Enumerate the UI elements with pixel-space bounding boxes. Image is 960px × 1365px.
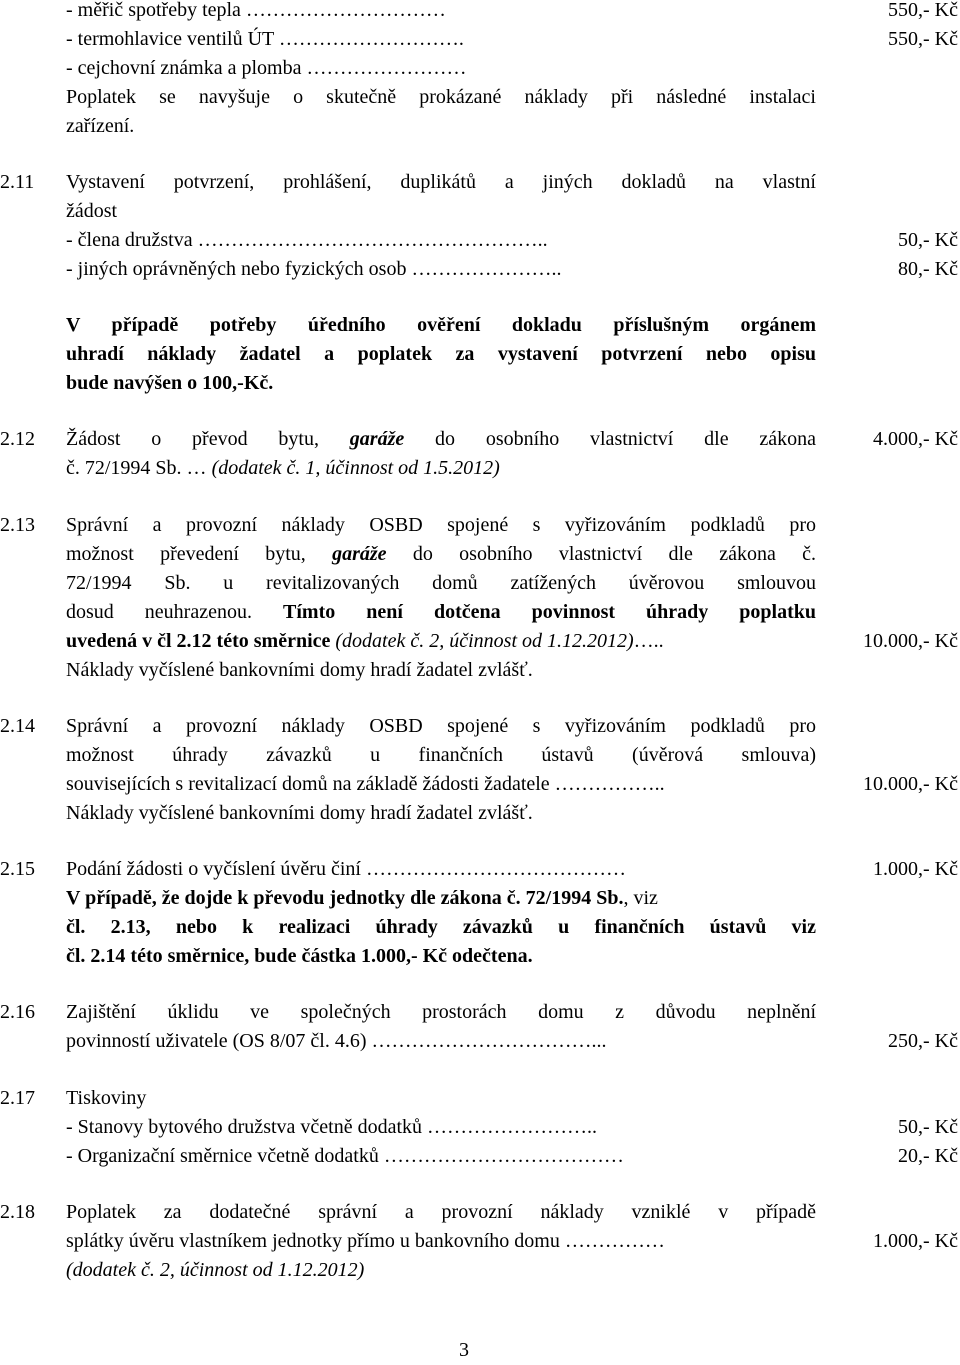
s2-13-dodatek: (dodatek č. 2, účinnost od 1.12.2012) [335,630,634,652]
s2-17-item-1: - Stanovy bytového družstva včetně dodatků …………………….. [66,1116,598,1138]
s2-15-line-2a: V případě, že dojde k převodu jednotky dle zákona č. 72/1994 Sb. [66,887,624,909]
s2-18-amount: 1.000,- Kč [873,1230,958,1252]
section-number-2-17: 2.17 [0,1087,35,1109]
section-number-2-18: 2.18 [0,1201,35,1223]
s2-16-amount: 250,- Kč [888,1030,958,1052]
s2-17-amount-1: 50,- Kč [898,1116,958,1138]
s2-13-line-4a: dosud neuhrazenou. [66,601,252,623]
s2-11-note-1: V případě potřeby úředního ověření dokladu příslušným orgánem [66,314,816,336]
section-number-2-13: 2.13 [0,514,35,536]
s2-15-amount: 1.000,- Kč [873,858,958,880]
s2-16-line-1: Zajištění úklidu ve společných prostorách domu z důvodu neplnění [66,1001,816,1023]
section-number-2-14: 2.14 [0,715,35,737]
s2-15-line-2 [66,884,658,913]
s2-14-line-1: Správní a provozní náklady OSBD spojené s vyřizováním podkladů pro [66,715,816,737]
top-item-4: Poplatek se navyšuje o skutečně prokázané náklady při následné instalaci [66,86,816,108]
page-number: 3 [459,1339,469,1361]
section-number-2-11: 2.11 [0,171,35,193]
s2-11-note-2: uhradí náklady žadatel a poplatek za vystavení potvrzení nebo opisu [66,343,816,365]
s2-11-line-1: Vystavení potvrzení, prohlášení, duplikátů a jiných dokladů na vlastní [66,171,816,193]
s2-13-line-4 [66,598,816,627]
s2-18-line-2: splátky úvěru vlastníkem jednotky přímo u bankovního domu …………… [66,1230,665,1252]
s2-13-line-2 [66,540,816,569]
s2-14-line-4: Náklady vyčíslené bankovními domy hradí žadatel zvlášť. [66,802,533,824]
top-amount-1: 550,- Kč [888,0,958,21]
s2-14-line-3: souvisejících s revitalizací domů na základě žádosti žadatele …………….. [66,773,665,795]
s2-14-amount: 10.000,- Kč [863,773,958,795]
s2-11-note-3: bude navýšen o 100,-Kč. [66,372,274,394]
s2-13-line-5c: ….. [633,630,664,652]
s2-18-dodatek: (dodatek č. 2, účinnost od 1.12.2012) [66,1259,365,1281]
s2-12-amount: 4.000,- Kč [873,428,958,450]
top-item-1: - měřič spotřeby tepla ………………………… [66,0,446,21]
s2-13-amount: 10.000,- Kč [863,630,958,652]
s2-11-line-2: žádost [66,200,118,222]
section-number-2-16: 2.16 [0,1001,35,1023]
s2-14-line-2: možnost úhrady závazků u finančních ústavů (úvěrová smlouva) [66,744,816,766]
s2-15-line-1: Podání žádosti o vyčíslení úvěru činí ………………………………… [66,858,626,880]
s2-12-line-1 [66,425,816,454]
s2-15-line-4: čl. 2.14 této směrnice, bude částka 1.000,- Kč odečtena. [66,945,533,967]
s2-13-line-2a: možnost převedení bytu, [66,543,306,565]
section-number-2-15: 2.15 [0,858,35,880]
s2-15-line-3: čl. 2.13, nebo k realizaci úhrady závazků u finančních ústavů viz [66,916,816,938]
s2-18-line-1: Poplatek za dodatečné správní a provozní náklady vzniklé v případě [66,1201,816,1223]
s2-13-line-5a: uvedená v čl 2.12 této směrnice [66,630,331,652]
s2-13-line-1: Správní a provozní náklady OSBD spojené s vyřizováním podkladů pro [66,514,816,536]
s2-11-amount-1: 50,- Kč [898,229,958,251]
s2-12-line-2 [66,454,500,483]
top-item-3: - cejchovní známka a plomba …………………… [66,57,467,79]
s2-12-garaze: garáže [349,428,405,450]
s2-12-dodatek: (dodatek č. 1, účinnost od 1.5.2012) [211,457,500,479]
s2-13-garaze: garáže [332,543,387,565]
s2-13-line-6: Náklady vyčíslené bankovními domy hradí žadatel zvlášť. [66,659,533,681]
s2-11-item-1: - člena družstva …………………………………………….. [66,229,548,251]
s2-13-line-2c: do osobního vlastnictví dle zákona č. [412,543,817,565]
s2-11-amount-2: 80,- Kč [898,258,958,280]
s2-17-amount-2: 20,- Kč [898,1145,958,1167]
section-number-2-12: 2.12 [0,428,35,450]
s2-12-line-1c: do osobního vlastnictví dle zákona [435,428,817,450]
s2-12-line-1a: Žádost o převod bytu, [66,428,319,450]
s2-15-line-2b: , viz [623,887,658,909]
s2-17-title: Tiskoviny [66,1087,147,1109]
s2-17-item-2: - Organizační směrnice včetně dodatků ……………………………… [66,1145,624,1167]
top-item-2: - termohlavice ventilů ÚT ………………………. [66,28,464,50]
s2-12-line-2a: č. 72/1994 Sb. … [66,457,207,479]
top-amount-2: 550,- Kč [888,28,958,50]
s2-13-line-5 [66,627,664,656]
s2-13-line-3: 72/1994 Sb. u revitalizovaných domů zatížených úvěrovou smlouvou [66,572,816,594]
s2-11-item-2: - jiných oprávněných nebo fyzických osob ………………….. [66,258,562,280]
top-item-5: zařízení. [66,115,135,137]
s2-13-line-4b: Tímto není dotčena povinnost úhrady poplatku [283,601,817,623]
s2-16-line-2: povinností uživatele (OS 8/07 čl. 4.6) ……………………………... [66,1030,607,1052]
